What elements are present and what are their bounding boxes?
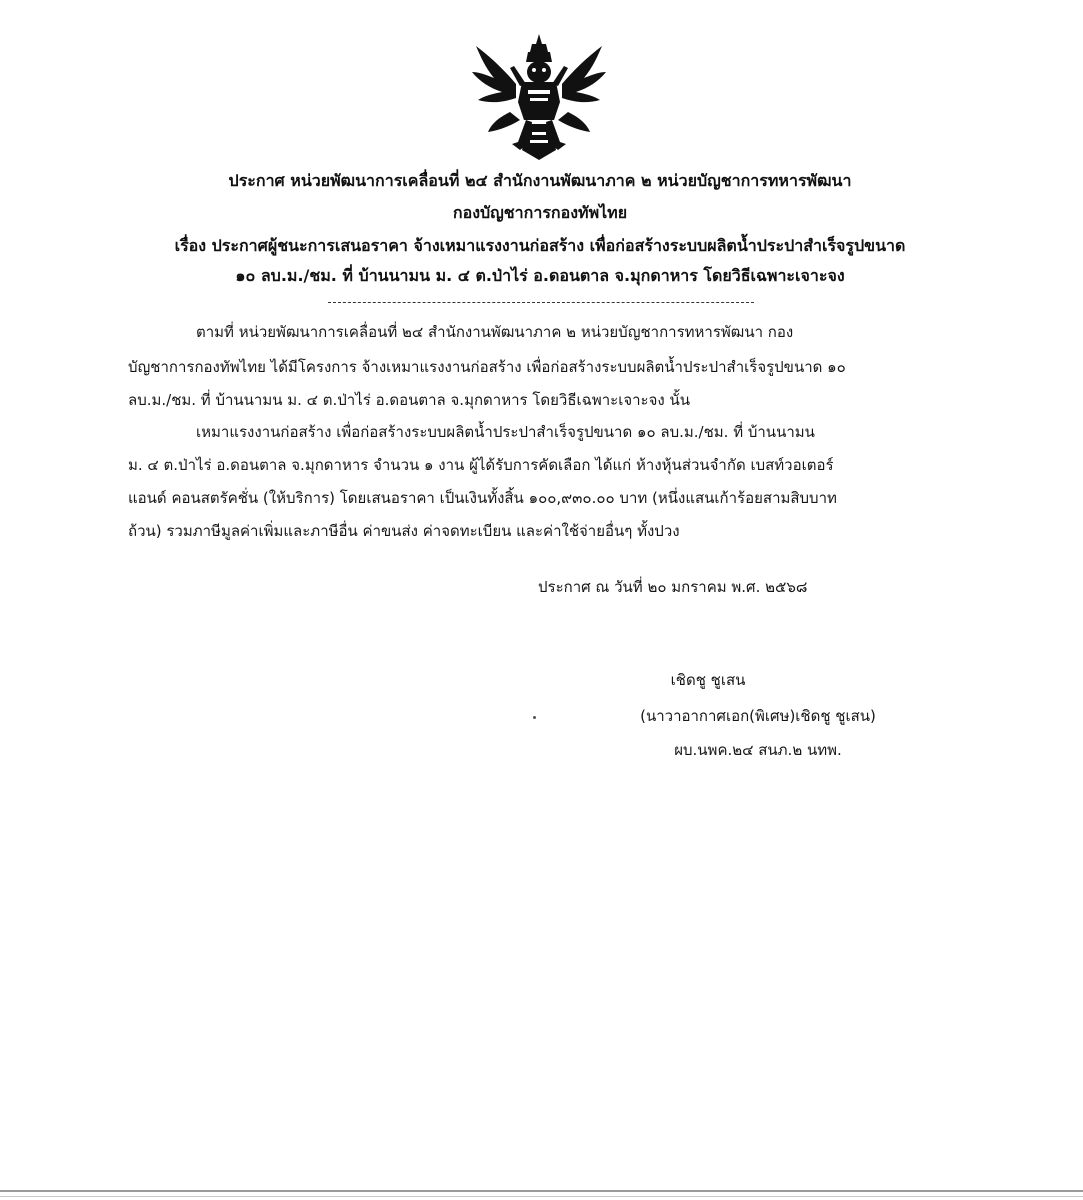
paragraph1-line3: ลบ.ม./ชม. ที่ บ้านนามน ม. ๔ ต.ป่าไร่ อ.ดอนตาล จ.มุกดาหาร โดยวิธีเฉพาะเจาะจง นั้น (128, 391, 690, 409)
signatory-position: ผบ.นพค.๒๔ สนภ.๒ นทพ. (674, 741, 842, 759)
announcement-date: ประกาศ ณ วันที่ ๒๐ มกราคม พ.ศ. ๒๕๖๘ (538, 578, 808, 596)
announcement-heading-line2: กองบัญชาการกองทัพไทย (452, 203, 628, 222)
announcement-heading-line1: ประกาศ หน่วยพัฒนาการเคลื่อนที่ ๒๔ สำนักงานพัฒนาภาค ๒ หน่วยบัญชาการทหารพัฒนา (228, 171, 852, 190)
scan-speck (533, 716, 536, 719)
subject-line1: เรื่อง ประกาศผู้ชนะการเสนอราคา จ้างเหมาแรงงานก่อสร้าง เพื่อก่อสร้างระบบผลิตน้ำประปาสำเร็จรูปขนาด (174, 236, 906, 255)
signature-name: เชิดชู ชูเสน (670, 671, 746, 689)
paragraph1-line1: ตามที่ หน่วยพัฒนาการเคลื่อนที่ ๒๔ สำนักงานพัฒนาภาค ๒ หน่วยบัญชาการทหารพัฒนา กอง (196, 323, 794, 341)
separator-line (328, 302, 754, 303)
signatory-full-title: (นาวาอากาศเอก(พิเศษ)เชิดชู ชูเสน) (640, 707, 876, 725)
scan-edge-line-secondary (0, 1196, 1083, 1197)
paragraph2-line2: ม. ๔ ต.ป่าไร่ อ.ดอนตาล จ.มุกดาหาร จำนวน ๑ งาน ผู้ได้รับการคัดเลือก ได้แก่ ห้างหุ้นส่วนจำกัด เบสท์วอเตอร์ (128, 456, 834, 474)
paragraph2-line4: ถ้วน) รวมภาษีมูลค่าเพิ่มและภาษีอื่น ค่าขนส่ง ค่าจดทะเบียน และค่าใช้จ่ายอื่นๆ ทั้งปวง (128, 522, 680, 540)
paragraph2-line1: เหมาแรงงานก่อสร้าง เพื่อก่อสร้างระบบผลิตน้ำประปาสำเร็จรูปขนาด ๑๐ ลบ.ม./ชม. ที่ บ้านนามน (196, 423, 815, 441)
paragraph2-line3: แอนด์ คอนสตรัคชั่น (ให้บริการ) โดยเสนอราคา เป็นเงินทั้งสิ้น ๑๐๐,๙๓๐.๐๐ บาท (หนึ่งแสนเก้าร้อยสามสิบบาท (128, 489, 837, 507)
paragraph1-line2: บัญชาการกองทัพไทย ได้มีโครงการ จ้างเหมาแรงงานก่อสร้าง เพื่อก่อสร้างระบบผลิตน้ำประปาสำเร็จรูปขนาด ๑๐ (128, 358, 846, 376)
garuda-emblem-icon (470, 32, 608, 162)
subject-line2: ๑๐ ลบ.ม./ชม. ที่ บ้านนามน ม. ๔ ต.ป่าไร่ อ.ดอนตาล จ.มุกดาหาร โดยวิธีเฉพาะเจาะจง (235, 266, 845, 285)
scan-edge-line (0, 1190, 1083, 1192)
